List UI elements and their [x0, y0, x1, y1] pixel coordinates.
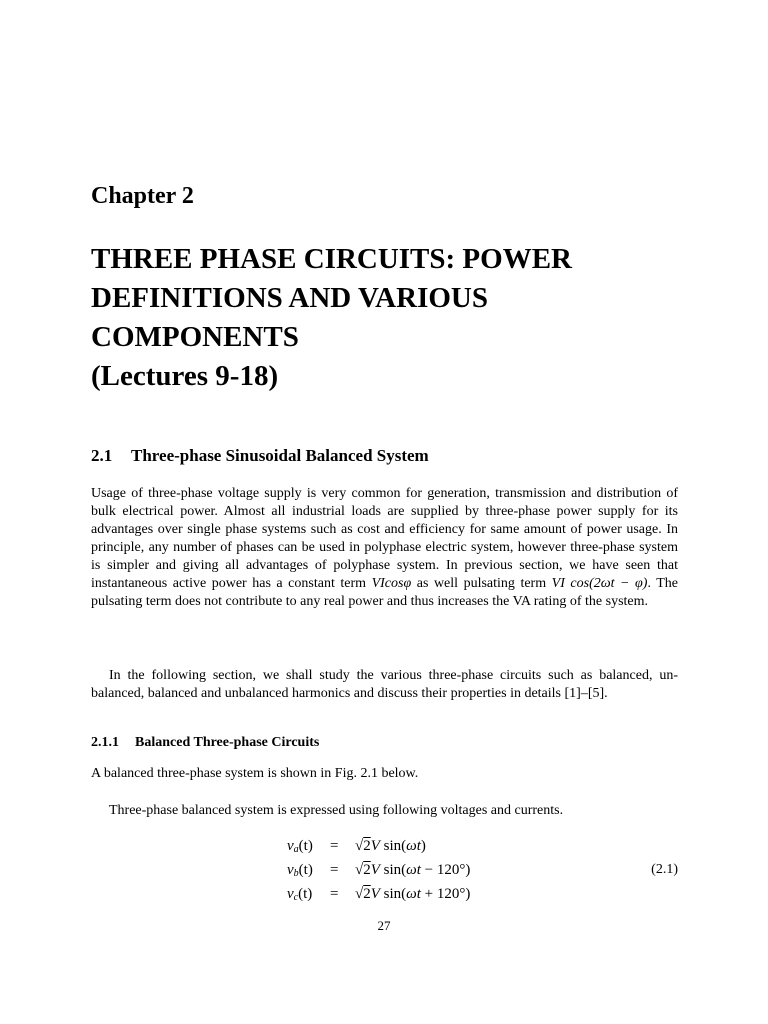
section-heading [91, 445, 429, 467]
equation-sign: = [330, 862, 339, 878]
chapter-title-line: DEFINITIONS AND VARIOUS [91, 282, 488, 314]
chapter-label: Chapter 2 [91, 183, 194, 209]
equation-sign: = [330, 838, 339, 854]
subsection-number: 2.1.1 [91, 735, 119, 750]
equation-lhs: $v_a(t)$ [287, 838, 313, 855]
equation-lhs: $v_b(t)$ [287, 862, 313, 879]
equation-lhs: $v_c(t)$ [287, 886, 313, 903]
subsection-heading [91, 734, 319, 752]
chapter-title-line: COMPONENTS [91, 321, 299, 353]
equation-line-b [287, 860, 678, 880]
subsection-title: Balanced Three-phase Circuits [135, 735, 320, 750]
page-number: 27 [377, 918, 391, 933]
equation-rhs: √2V sin(ωt − 120°) [355, 862, 471, 878]
inline-math: VI cos(2ωt − φ) [551, 576, 648, 591]
chapter-title-line: (Lectures 9-18) [91, 360, 279, 392]
equation-rhs: √2V sin(ωt + 120°) [355, 886, 471, 902]
equation-line-a [287, 836, 678, 856]
equation-sign: = [330, 886, 339, 902]
section-paragraph-2: In the following section, we shall study the various three-phase circuits such as balanced, un-balanced, balanced and unbalanced harmonics and discuss their properties in details [1]–[5]. [91, 668, 678, 701]
chapter-title [91, 240, 691, 396]
equation-rhs: √2V sin(ωt) [355, 838, 426, 854]
paragraph-text: Usage of three-phase voltage supply is very common for generation, transmission and distribution of bulk electrical power. Almost all industrial loads are supplied by three-phase power supply for its advantages over single phase systems such as cost and efficiency for same amount of power usage. In principle, any number of phases can be used in polyphase electric system, however three-phase system is simpler and giving all advantages of polyphase system. In previous section, we have seen that instantaneous active power has a constant term [91, 486, 678, 591]
chapter-title-line: THREE PHASE CIRCUITS: POWER [91, 243, 572, 275]
section-number: 2.1 [91, 446, 113, 465]
section-title: Three-phase Sinusoidal Balanced System [131, 446, 429, 465]
section-paragraph-1 [91, 485, 678, 611]
paragraph-text: as well pulsating term [411, 576, 552, 591]
equation-number: (2.1) [651, 862, 678, 877]
inline-math: VIcosφ [371, 576, 412, 591]
subsection-paragraph-2: Three-phase balanced system is expressed using following voltages and currents. [109, 803, 564, 818]
subsection-paragraph-1: A balanced three-phase system is shown in Fig. 2.1 below. [91, 766, 419, 781]
paragraph-text: . The pulsating term does not contribute to any real power and thus increases the VA rating of the system. [91, 576, 678, 609]
equation-line-c [287, 884, 678, 904]
